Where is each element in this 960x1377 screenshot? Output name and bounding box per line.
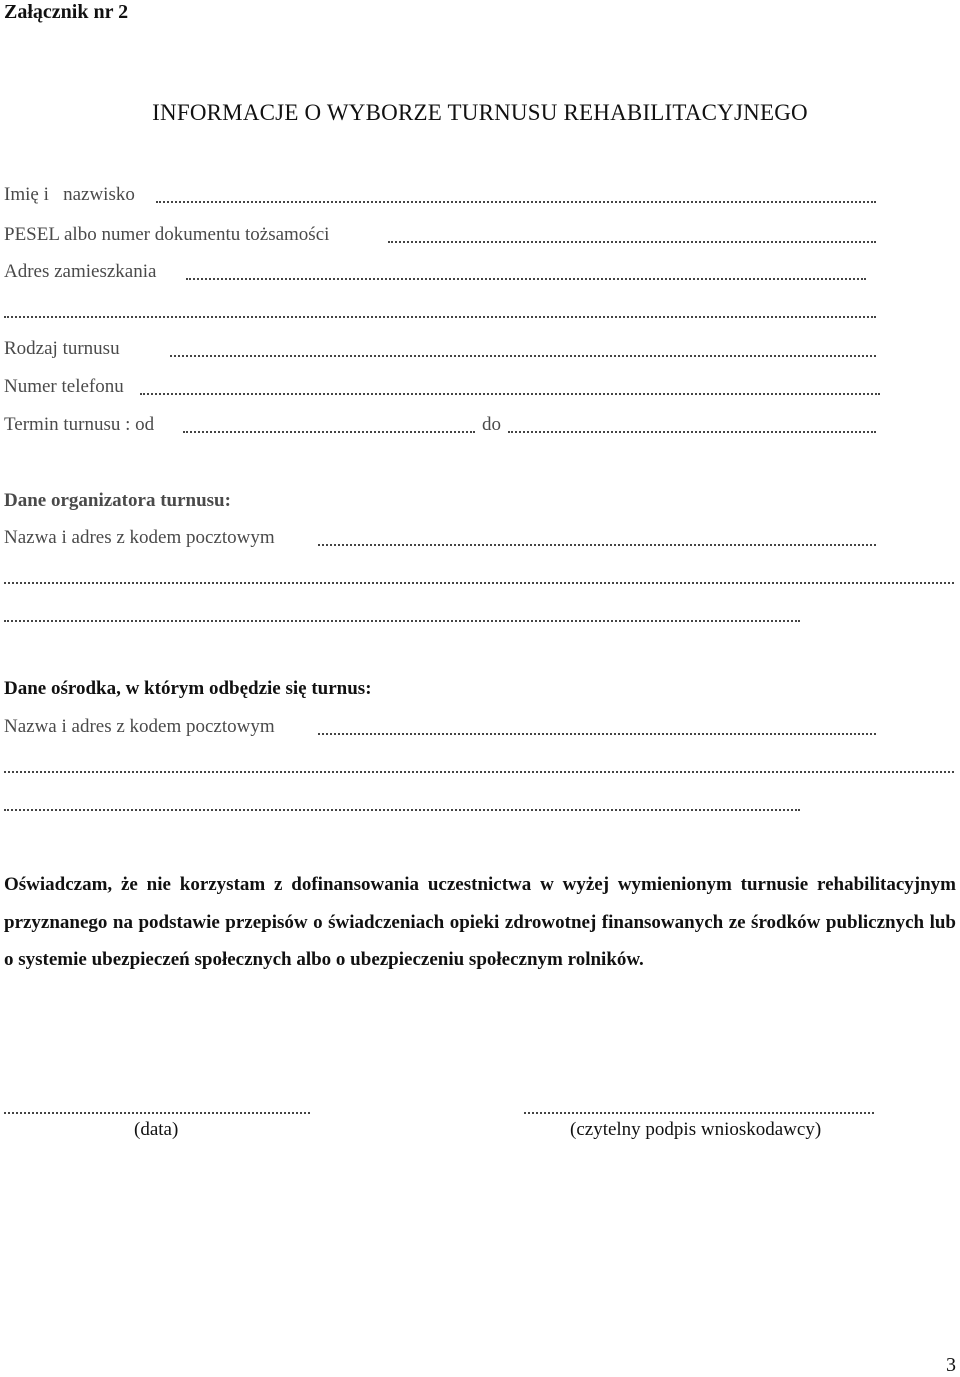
- date-label: (data): [134, 1119, 179, 1140]
- address-field-dots-2[interactable]: [4, 314, 876, 318]
- pesel-field-dots[interactable]: [388, 239, 876, 243]
- center-address-label: Nazwa i adres z kodem pocztowym: [4, 716, 275, 737]
- signature-dots[interactable]: [524, 1110, 874, 1114]
- attachment-label: Załącznik nr 2: [4, 1, 129, 23]
- statement-text: Oświadczam, że nie korzystam z dofinansowania uczestnictwa w wyżej wymienionym turnusie rehabilitacyjnym przyznanego na podstawie przepisów o świadczeniach opieki zdrowotnej finansowanych ze środków publicznych lub o systemie ubezpieczeń społecznych albo o ubezpieczeniu społecznym rolników.: [4, 874, 956, 970]
- turnus-type-field-dots[interactable]: [170, 353, 876, 357]
- phone-label: Numer telefonu: [4, 376, 124, 397]
- organizer-heading: Dane organizatora turnusu:: [4, 490, 231, 511]
- organizer-address-label: Nazwa i adres z kodem pocztowym: [4, 527, 275, 548]
- date-signature-dots[interactable]: [4, 1110, 310, 1114]
- term-to-label: do: [482, 414, 501, 435]
- center-address-dots-3[interactable]: [4, 807, 800, 811]
- organizer-address-dots[interactable]: [318, 542, 876, 546]
- document-title: INFORMACJE O WYBORZE TURNUSU REHABILITACYJNEGO: [152, 100, 808, 125]
- address-field-dots[interactable]: [186, 276, 866, 280]
- pesel-label: PESEL albo numer dokumentu tożsamości: [4, 224, 330, 245]
- term-from-field-dots[interactable]: [183, 429, 475, 433]
- name-label: Imię i nazwisko: [4, 184, 135, 205]
- phone-field-dots[interactable]: [140, 391, 880, 395]
- center-address-dots[interactable]: [318, 731, 876, 735]
- turnus-type-label: Rodzaj turnusu: [4, 338, 120, 359]
- organizer-address-dots-2[interactable]: [4, 580, 954, 584]
- organizer-address-dots-3[interactable]: [4, 618, 800, 622]
- page-number: 3: [946, 1354, 956, 1376]
- name-field-dots[interactable]: [156, 199, 876, 203]
- term-to-field-dots[interactable]: [508, 429, 876, 433]
- term-from-label: Termin turnusu : od: [4, 414, 155, 435]
- center-heading: Dane ośrodka, w którym odbędzie się turnus:: [4, 678, 372, 699]
- center-address-dots-2[interactable]: [4, 769, 954, 773]
- address-label: Adres zamieszkania: [4, 261, 157, 282]
- signature-label: (czytelny podpis wnioskodawcy): [570, 1119, 822, 1140]
